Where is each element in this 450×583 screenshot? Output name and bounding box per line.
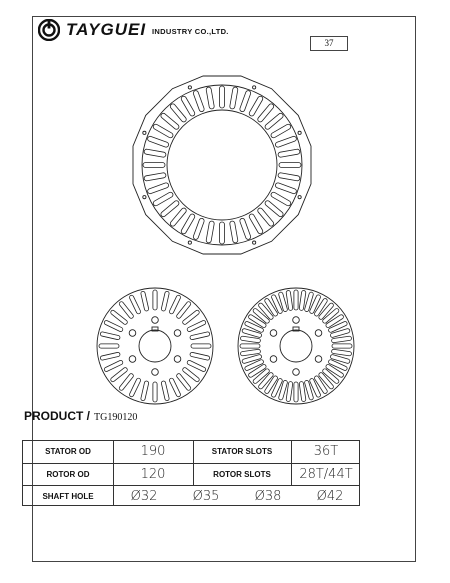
stator-slot (229, 87, 238, 110)
shaft-hole-value: Ø35 (192, 489, 220, 504)
stator-slot (278, 172, 301, 181)
stator-slot (193, 218, 205, 240)
product-code: TG190120 (94, 412, 138, 423)
rotor-28t-slot (140, 381, 149, 401)
shaft-hole-value: Ø38 (254, 489, 282, 504)
stator-slot (220, 86, 225, 108)
rotor-28t-slot (190, 331, 210, 340)
rotor-slots-value: 28T/44T (299, 467, 353, 482)
rotor-28t-vent-hole (152, 317, 159, 324)
stator-rivet-hole (188, 241, 191, 244)
stator-slot (220, 222, 225, 244)
stator-slot (147, 182, 169, 194)
stator-rivet-hole (143, 131, 146, 134)
stator-rivet-hole (253, 86, 256, 89)
stator-slot (143, 163, 165, 168)
stator-slot (147, 136, 169, 148)
stator-slot (279, 163, 301, 168)
stator-od-value: 190 (140, 444, 166, 459)
rotor-od-value: 120 (140, 467, 166, 482)
stator-slot (239, 90, 251, 112)
rotor-28t-vent-hole (174, 330, 181, 337)
stator-rivet-hole (143, 196, 146, 199)
product-label: PRODUCT / (24, 409, 90, 423)
stator-slots-label: STATOR SLOTS (211, 447, 273, 456)
rotor-44t-vent-hole (315, 356, 322, 363)
rotor-44t-vent-hole (270, 356, 277, 363)
stator-outline (133, 76, 311, 254)
spec-row-stator (23, 441, 359, 463)
rotor-28t-slot (153, 290, 157, 310)
rotor-44t-slot (294, 382, 298, 402)
rotor-28t-slot (140, 291, 149, 311)
table-divider (193, 441, 194, 485)
stator-back-iron (142, 85, 302, 245)
stator-slot (229, 221, 238, 244)
spec-row-rotor (23, 463, 359, 485)
rotor-44t-vent-hole (315, 330, 322, 337)
rotor-44t-vent-hole (293, 369, 300, 376)
brand-subtitle: INDUSTRY CO.,LTD. (152, 27, 229, 36)
rotor-44t-vent-hole (270, 330, 277, 337)
rotor-28t-slot (161, 381, 170, 401)
rotor-28t-slot (153, 382, 157, 402)
stator-od-label: STATOR OD (45, 447, 91, 456)
shaft-hole-value: Ø42 (316, 489, 344, 504)
spec-table (22, 440, 360, 506)
stator-rivet-hole (298, 196, 301, 199)
stator-slot (144, 172, 167, 181)
stator-rivet-hole (298, 131, 301, 134)
stator-slot (206, 87, 215, 110)
shaft-hole-value: Ø32 (130, 489, 158, 504)
rotor-28t-shaft-hole (139, 330, 171, 362)
rotor-44t-shaft-hole (280, 330, 312, 362)
rotor-od-label: ROTOR OD (46, 470, 90, 479)
stator-slot (239, 218, 251, 240)
rotor-28t-vent-hole (152, 369, 159, 376)
rotor-28t-vent-hole (129, 330, 136, 337)
rotor-44t-outline (238, 288, 354, 404)
rotor-28t-vent-hole (129, 356, 136, 363)
rotor-slots-label: ROTOR SLOTS (213, 470, 271, 479)
rotor-28t-slot (191, 344, 211, 348)
rotor-28t-vent-hole (174, 356, 181, 363)
stator-bore (167, 110, 277, 220)
rotor-44t-slot (240, 344, 260, 348)
stator-slot (206, 221, 215, 244)
rotor-28t-slot (161, 291, 170, 311)
stator-slot (144, 149, 167, 158)
stator-slot (275, 136, 297, 148)
rotor-28t-slot (190, 352, 210, 361)
product-line (24, 409, 137, 423)
page-number: 37 (310, 36, 348, 51)
stator-rivet-hole (253, 241, 256, 244)
rotor-28t-outline (97, 288, 213, 404)
shaft-hole-label: SHAFT HOLE (42, 492, 94, 501)
rotor-28t-slot (100, 331, 120, 340)
rotor-28t-slot (100, 352, 120, 361)
stator-rivet-hole (188, 86, 191, 89)
rotor-44t-slot (332, 344, 352, 348)
spec-row-shaft (23, 485, 359, 507)
rotor-28t-slot (99, 344, 119, 348)
rotor-44t-slot (294, 290, 298, 310)
brand-name: TAYGUEI (66, 20, 147, 39)
table-divider (113, 441, 114, 505)
table-divider (291, 441, 292, 485)
stator-slot (278, 149, 301, 158)
rotor-44t-vent-hole (293, 317, 300, 324)
stator-slot (275, 182, 297, 194)
stator-slots-value: 36T (313, 444, 339, 459)
stator-slot (193, 90, 205, 112)
